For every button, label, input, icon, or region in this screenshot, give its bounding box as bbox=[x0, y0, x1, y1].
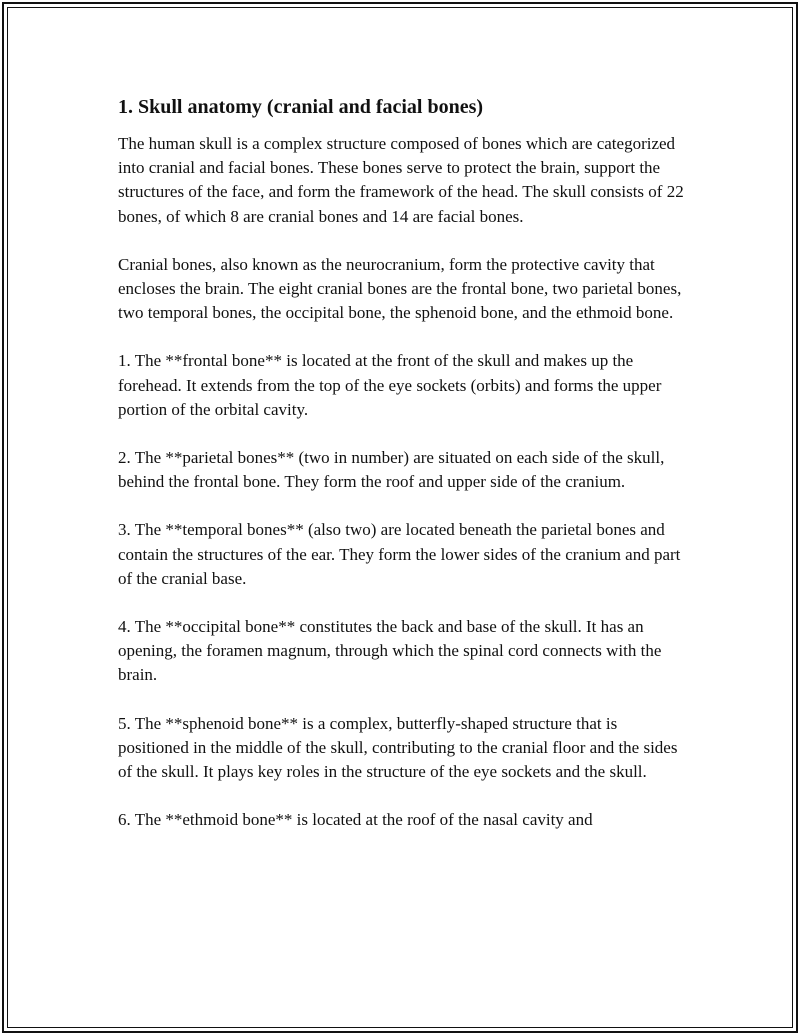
paragraph-ethmoid-bone: 6. The **ethmoid bone** is located at the roof of the nasal cavity and bbox=[118, 810, 593, 830]
section-heading: 1. Skull anatomy (cranial and facial bones) bbox=[118, 96, 484, 118]
paragraph-parietal-bones: 2. The **parietal bones** (two in number) are situated on each side of the skull, behind the frontal bone. They form the roof and upper side of the cranium. bbox=[118, 448, 665, 492]
paragraph-sphenoid-bone: 5. The **sphenoid bone** is a complex, butterfly-shaped structure that is positioned in the middle of the skull, contributing to the cranial floor and the sides of the skull. It plays key roles in the structure of the eye sockets and the skull. bbox=[118, 713, 678, 782]
paragraph-temporal-bones: 3. The **temporal bones** (also two) are located beneath the parietal bones and contain the structures of the ear. They form the lower sides of the cranium and part of the cranial base. bbox=[118, 520, 681, 588]
paragraph-intro: The human skull is a complex structure composed of bones which are categorized into cranial and facial bones. These bones serve to protect the brain, support the structures of the face, and form the framework of the head. The skull consists of 22 bones, of which 8 are cranial bones and 14 are facial bones. bbox=[118, 134, 684, 226]
paragraph-frontal-bone: 1. The **frontal bone** is located at the front of the skull and makes up the forehead. It extends from the top of the eye sockets (orbits) and forms the upper portion of the orbital cavity. bbox=[118, 351, 662, 419]
paragraph-cranial-bones: Cranial bones, also known as the neurocranium, form the protective cavity that encloses the brain. The eight cranial bones are the frontal bone, two parietal bones, two temporal bones, the occipital bone, the sphenoid bone, and the ethmoid bone. bbox=[118, 254, 682, 323]
paragraph-occipital-bone: 4. The **occipital bone** constitutes the back and base of the skull. It has an opening, the foramen magnum, through which the spinal cord connects with the brain. bbox=[118, 617, 662, 685]
document-body bbox=[118, 94, 690, 856]
